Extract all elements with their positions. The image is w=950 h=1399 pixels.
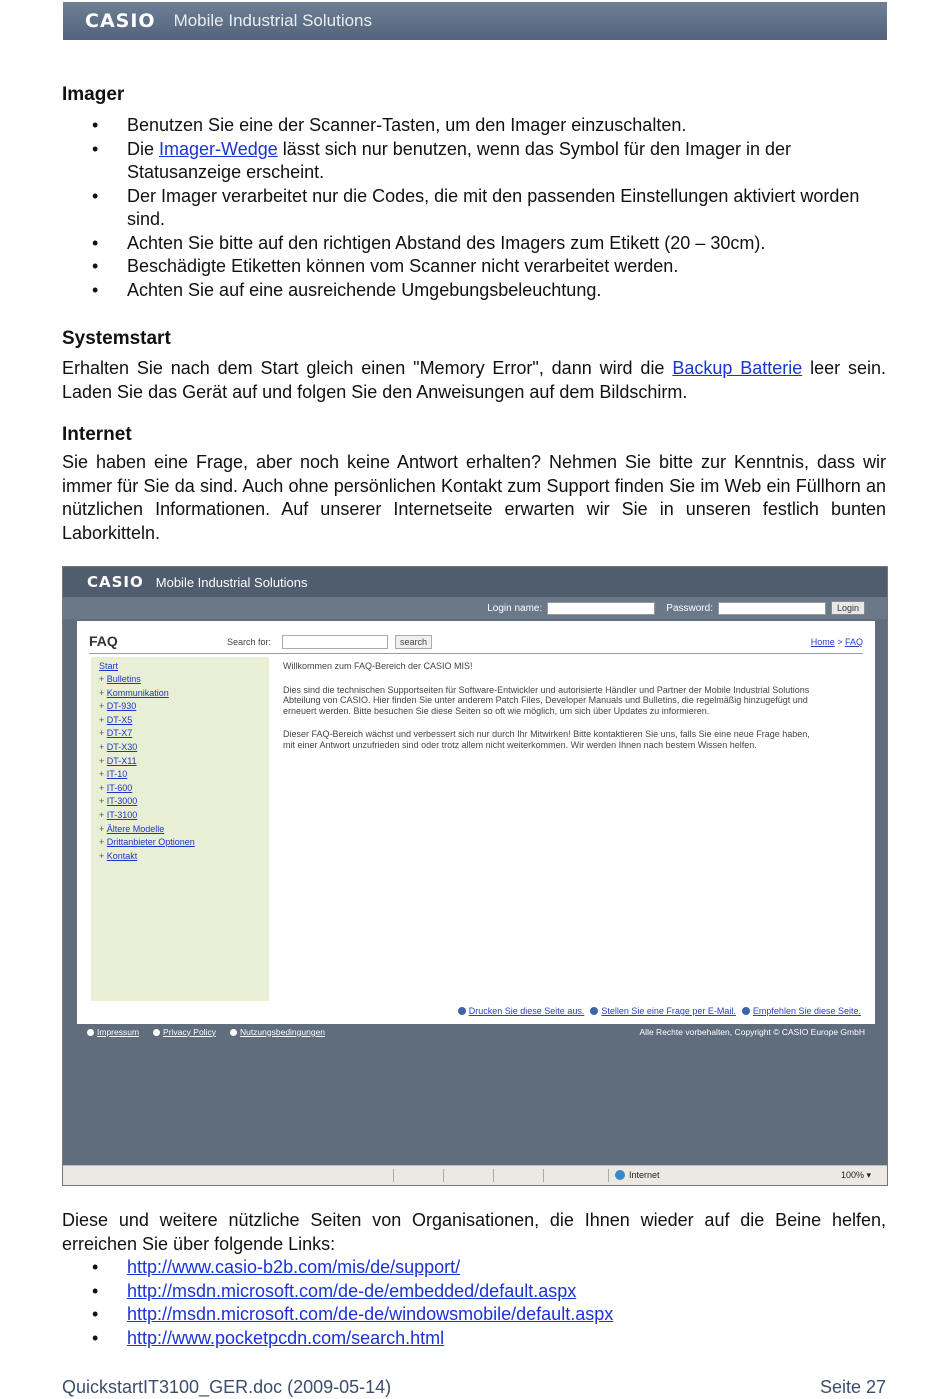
sidebar-item[interactable]: + DT-X5 (99, 714, 133, 725)
url-link[interactable]: http://msdn.microsoft.com/de-de/windowsmobile/default.aspx (127, 1304, 614, 1324)
faq-title: FAQ (89, 633, 118, 649)
sidebar-item-link[interactable]: Kontakt (106, 850, 138, 861)
sidebar-item[interactable]: + Kontakt (99, 850, 138, 861)
ask-action[interactable] (590, 1006, 736, 1016)
zoom-level[interactable]: 100% ▾ (840, 1170, 871, 1180)
imager-item-text: Die (127, 138, 160, 159)
security-zone-label: Internet (629, 1170, 660, 1180)
footer-links (87, 1027, 339, 1037)
imager-section (62, 84, 886, 302)
page-number: Seite 27 (819, 1377, 886, 1397)
sidebar-item-link[interactable]: IT-3000 (106, 796, 138, 807)
sidebar-item-link[interactable]: Kommunikation (106, 687, 169, 698)
recommend-link[interactable]: Empfehlen Sie diese Seite. (752, 1006, 861, 1016)
sidebar-item-link[interactable]: IT-600 (106, 782, 133, 793)
systemstart-text-pre: Erhalten Sie nach dem Start gleich einen "Memory Error", dann wird die (62, 358, 673, 378)
url-list (62, 1256, 886, 1350)
document-footer (62, 1377, 886, 1398)
internet-text: Sie haben eine Frage, aber noch keine Antwort erhalten? Nehmen Sie bitte zur Kenntnis, dass wir immer für Sie da sind. Auch ohne persönlichen Kontakt zum Support finden Sie im Web ein Füllhorn an nützlichen Informationen. Auf unserer Internetseite erwarten wir Sie in unseren festlich bunten Laborkitteln. (62, 452, 886, 543)
imager-heading: Imager (62, 84, 125, 105)
faq-welcome: Willkommen zum FAQ-Bereich der CASIO MIS! (283, 661, 473, 671)
url-item (62, 1327, 886, 1351)
sidebar-item[interactable]: + DT-930 (99, 701, 137, 712)
faq-screenshot (62, 566, 888, 1186)
search-input[interactable] (282, 635, 388, 649)
sidebar-item[interactable]: + DT-X30 (99, 741, 138, 752)
breadcrumb-sep: > (834, 637, 845, 647)
sidebar-item[interactable]: + DT-X11 (99, 755, 137, 766)
sidebar-item[interactable]: + Ältere Modelle (99, 823, 165, 834)
url-link[interactable]: http://www.pocketpcdn.com/search.html (127, 1327, 445, 1348)
faq-main (283, 661, 823, 764)
status-separator (493, 1169, 494, 1182)
sidebar-item[interactable]: + Bulletins (99, 674, 141, 684)
arrow-bullet-icon (230, 1029, 237, 1036)
imager-item (62, 255, 886, 279)
systemstart-heading: Systemstart (62, 328, 171, 349)
imager-item (62, 279, 886, 303)
shot-subtitle: Mobile Industrial Solutions (155, 574, 308, 590)
casio-logo: CASIO (85, 10, 156, 32)
url-item (62, 1256, 886, 1280)
imager-item-text: Achten Sie bitte auf den richtigen Abstand des Imagers zum Etikett (20 – 30cm). (127, 232, 766, 253)
systemstart-text-post: leer sein. Laden Sie das Gerät auf und folgen Sie den Anweisungen auf dem Bildschirm. (62, 358, 886, 402)
faq-sidebar (91, 657, 269, 1001)
imager-item (62, 138, 886, 185)
sidebar-item-link[interactable]: Ältere Modelle (106, 823, 165, 834)
recommend-action[interactable] (742, 1006, 861, 1016)
imager-item (62, 232, 886, 256)
header-subtitle: Mobile Industrial Solutions (173, 11, 373, 30)
copyright: Alle Rechte vorbehalten, Copyright © CASIO Europe GmbH (639, 1026, 865, 1037)
footer-link[interactable]: Impressum (97, 1026, 140, 1037)
faq-intro: Dies sind die technischen Supportseiten für Software-Entwickler und autorisierte Händler und Partner der Mobile Industrial Solutions Abteilung von CASIO. Hier finden Sie unter anderem Patch Files, Developer Manuals und Bulletins, die regelmäßig hinzugefügt und erneuert werden. Bitte besuchen Sie diese Seiten so oft wie möglich, um sich über Updates zu informieren. (283, 684, 810, 716)
imager-item-text: lässt sich nur benutzen, wenn das Symbol für den Imager in der Statusanzeige erscheint. (127, 138, 792, 182)
faq-divider (89, 653, 863, 654)
page-actions (458, 1006, 861, 1016)
browser-statusbar (63, 1165, 887, 1185)
links-section (62, 1209, 886, 1350)
sidebar-item[interactable]: + IT-3100 (99, 809, 138, 820)
search-label: Search for: (227, 637, 272, 647)
breadcrumb (811, 637, 863, 647)
print-link[interactable]: Drucken Sie diese Seite aus. (468, 1006, 585, 1016)
status-separator (443, 1169, 444, 1182)
login-bar (63, 597, 887, 619)
site-footer (77, 1023, 875, 1039)
arrow-bullet-icon (153, 1029, 160, 1036)
arrow-bullet-icon (458, 1007, 466, 1015)
sidebar-item-link[interactable]: Bulletins (106, 674, 141, 684)
url-item (62, 1303, 886, 1327)
sidebar-list (99, 673, 269, 863)
links-intro: Diese und weitere nützliche Seiten von Organisationen, die Ihnen wieder auf die Beine helfen, erreichen Sie über folgende Links: (62, 1210, 886, 1254)
sidebar-item[interactable]: + DT-X7 (99, 728, 133, 739)
breadcrumb-home[interactable]: Home (810, 637, 835, 647)
status-separator (608, 1169, 609, 1182)
password-label: Password: (666, 602, 713, 614)
globe-icon (615, 1170, 625, 1180)
security-zone (615, 1170, 660, 1180)
sidebar-item-link[interactable]: IT-3100 (106, 809, 138, 820)
login-name-label: Login name: (487, 602, 543, 614)
imager-item (62, 185, 886, 232)
sidebar-item-link[interactable]: IT-10 (106, 769, 128, 780)
sidebar-item-link[interactable]: DT-X30 (106, 741, 138, 752)
header-banner (63, 2, 887, 40)
sidebar-item-link[interactable]: DT-X7 (106, 728, 133, 739)
shot-casio-logo: CASIO (87, 573, 144, 591)
url-link[interactable]: http://www.casio-b2b.com/mis/de/support/ (127, 1257, 461, 1277)
zoom-value: 100% (840, 1170, 864, 1180)
arrow-bullet-icon (590, 1007, 598, 1015)
url-link[interactable]: http://msdn.microsoft.com/de-de/embedded/default.aspx (127, 1280, 577, 1301)
systemstart-section (62, 328, 886, 404)
internet-section (62, 424, 886, 545)
search-button[interactable]: search (395, 635, 432, 649)
imager-list (62, 114, 886, 302)
sidebar-item[interactable]: + IT-3000 (99, 796, 138, 807)
imager-item-text: Benutzen Sie eine der Scanner-Tasten, um den Imager einzuschalten. (127, 115, 687, 135)
sidebar-item-link[interactable]: DT-X5 (106, 714, 133, 725)
faq-page (77, 621, 875, 1039)
imager-item-text: Achten Sie auf eine ausreichende Umgebungsbeleuchtung. (127, 279, 602, 300)
sidebar-item[interactable]: + IT-600 (99, 782, 133, 793)
sidebar-item[interactable]: + Kommunikation (99, 687, 169, 698)
sidebar-item-link[interactable]: Drittanbieter Optionen (106, 837, 195, 848)
imager-wedge-link[interactable]: Imager-Wedge (159, 138, 278, 159)
backup-batterie-link[interactable]: Backup Batterie (672, 358, 803, 378)
password-field[interactable] (718, 602, 826, 615)
url-item (62, 1280, 886, 1304)
sidebar-item[interactable]: + IT-10 (99, 769, 128, 780)
sidebar-item-link[interactable]: DT-X11 (106, 755, 137, 766)
status-separator (543, 1169, 544, 1182)
imager-item-text: Der Imager verarbeitet nur die Codes, die mit den passenden Einstellungen aktiviert worden sind. (127, 185, 860, 229)
sidebar-item[interactable]: + Drittanbieter Optionen (99, 837, 195, 848)
ask-link[interactable]: Stellen Sie eine Frage per E-Mail. (601, 1006, 736, 1016)
arrow-bullet-icon (87, 1029, 94, 1036)
faq-contribute: Dieser FAQ-Bereich wächst und verbessert sich nur durch Ihr Mitwirken! Bitte kontaktieren Sie uns, falls Sie eine neue Frage haben, mit einer Antwort unzufrieden sind oder trotz allem nicht weiterkommen. Wir werden Ihnen nach bestem Wissen helfen. (283, 729, 810, 750)
print-action[interactable] (458, 1006, 585, 1016)
imager-item-text: Beschädigte Etiketten können vom Scanner nicht verarbeitet werden. (127, 256, 679, 276)
document-filename: QuickstartIT3100_GER.doc (2009-05-14) (62, 1377, 392, 1397)
breadcrumb-faq[interactable]: FAQ (844, 637, 863, 647)
shot-header (63, 567, 887, 597)
systemstart-text (62, 357, 886, 404)
sidebar-item-link[interactable]: DT-930 (106, 701, 137, 712)
arrow-bullet-icon (742, 1007, 750, 1015)
sidebar-item-start[interactable]: Start (99, 661, 119, 671)
footer-link[interactable]: Nutzungsbedingungen (239, 1026, 326, 1037)
footer-link[interactable]: Privacy Policy (163, 1026, 216, 1037)
status-separator (393, 1169, 394, 1182)
imager-item (62, 114, 886, 138)
login-name-field[interactable] (547, 602, 655, 615)
login-button[interactable]: Login (831, 601, 865, 615)
internet-heading: Internet (62, 424, 132, 445)
